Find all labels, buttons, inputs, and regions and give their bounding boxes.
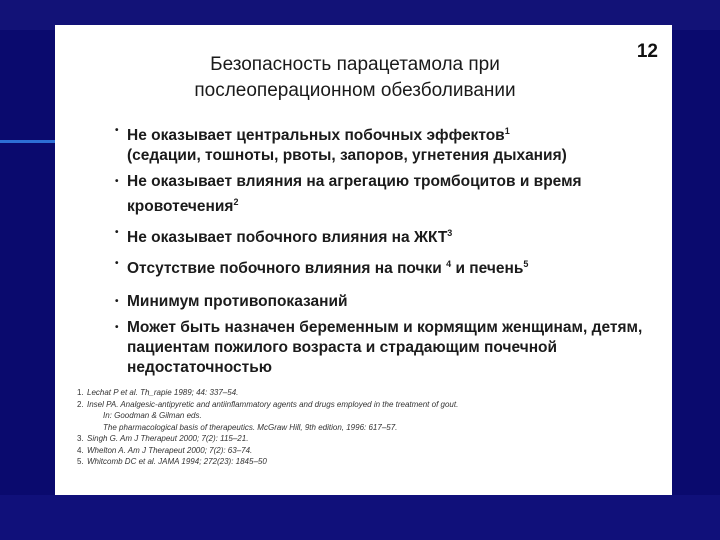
slide-title: [125, 52, 585, 104]
reference-item: 1. Lechat P et al. Th_rapie 1989; 44: 337–54.: [77, 388, 239, 397]
bullet-continuation: (седации, тошноты, рвоты, запоров, угнетения дыхания): [127, 147, 567, 165]
bullet-list: [117, 121, 657, 384]
title-line-1: Безопасность парацетамола при: [210, 54, 500, 75]
bullet-item: • Не оказывает побочного влияния на ЖКТ$^3$: [117, 223, 657, 248]
reference-item: The pharmacological basis of therapeutics. McGraw Hill, 9th edition, 1996: 617–57.: [103, 422, 398, 432]
reference-item: 5. Whitcomb DC et al. JAMA 1994; 272(23): 1845–50: [77, 457, 267, 466]
bottom-band: [0, 495, 720, 540]
bullet-item: • Не оказывает влияния на агрегацию тромбоцитов и время кровотечения$^2$: [117, 172, 657, 217]
reference-item: 4. Whelton A. Am J Therapeut 2000; 7(2): 63–74.: [77, 445, 253, 455]
slide-canvas: [55, 25, 672, 495]
bullet-item: • Может быть назначен беременным и кормящим женщинам, детям, пациентам пожилого возраста и страдающим почечной недостаточностью: [117, 318, 657, 378]
bullet-item: • Минимум противопоказаний: [117, 292, 657, 312]
title-line-2: послеоперационном обезболивании: [194, 80, 516, 101]
reference-list: [77, 387, 657, 468]
reference-item: 2. Insel PA. Analgesic-antipyretic and antiinflammatory agents and drugs employed in the treatment of gout.: [77, 399, 459, 409]
bullet-item: • Отсутствие побочного влияния на почки $^4$ и печень$^5$: [117, 254, 657, 279]
bullet-item: • Не оказывает центральных побочных эффектов$^1$ (седации, тошноты, рвоты, запоров, угнетения дыхания): [117, 121, 657, 166]
slide-number: 12: [636, 41, 658, 62]
reference-item: 3. Singh G. Am J Therapeut 2000; 7(2): 115–21.: [77, 434, 249, 443]
accent-stripe: [0, 140, 55, 143]
reference-item: In: Goodman & Gilman eds.: [103, 411, 202, 420]
